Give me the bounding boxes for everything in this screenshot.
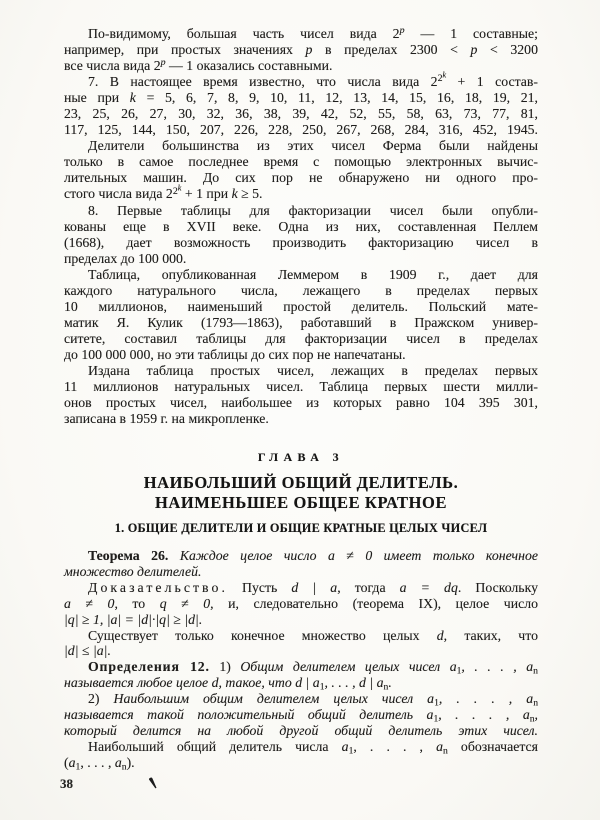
text-segment: , [534,707,538,723]
text-segment: 8. Первые таблицы для факторизации чисел были опубли- [88,202,538,218]
text-segment: 11 миллионов натуральных чисел. Таблица первых шести милли- [64,379,538,395]
text-line [64,612,538,628]
math-expr: a ≠ 0 [64,595,115,611]
text-line [64,379,538,395]
math-var-a: a [427,691,435,707]
text-segment: , . . . , [80,754,115,770]
math-expr: |d| ≤ |a|. [64,643,111,659]
text-line [64,395,538,411]
text-line [64,363,538,379]
text-line [64,154,538,170]
subscript-1: 1 [456,665,462,677]
math-var-p: p [470,42,478,58]
subscript-1: 1 [75,761,81,773]
text-segment: матик Я. Кулик (1793—1863), работавший в Пражском универ- [64,314,538,330]
superscript-p: p [399,25,405,37]
math-var-p: p [305,42,313,58]
math-var-a: a [526,691,534,707]
text-segment: кованы еще в XVII веке. Одна из них, составленная Пеллем [64,218,538,234]
text-segment: пределах до 100 000. [64,250,187,266]
text-line [64,628,538,644]
text-segment: Наибольшим общим делителем целых чисел [113,691,428,707]
text-line [64,315,538,331]
text-segment: , . . . , [324,675,360,691]
chapter-title-line-2: НАИМЕНЬШЕЕ ОБЩЕЕ КРАТНОЕ [154,493,448,512]
text-segment: . Поскольку [457,579,539,595]
text-segment: Существует только конечное множество целых [88,627,437,643]
text-line [64,235,538,251]
text-line [64,643,538,659]
text-segment: все числа вида 2 [64,58,161,74]
math-expr: q ≠ 0 [159,595,211,611]
text-segment: , и, следовательно (теорема IX), целое число [210,595,538,611]
text-segment: записана в 1959 г. на микропленке. [64,411,269,427]
superscript-k: k [442,70,447,80]
text-line [64,564,538,580]
chapter-heading-block [64,450,538,535]
text-segment: Наибольший общий делитель числа [88,738,342,754]
page-number: 38 [60,776,73,791]
text-line [64,299,538,315]
subscript-n: n [533,665,538,677]
text-segment: 2 [437,73,443,85]
chapter-title-line-1: НАИБОЛЬШИЙ ОБЩИЙ ДЕЛИТЕЛЬ. [143,473,459,492]
math-expr: d | a [359,675,384,691]
theorem-block [64,548,538,771]
text-segment: , . . . , [353,738,437,754]
text-segment: Пусть [227,579,292,595]
math-expr: a = dq [399,579,458,595]
text-segment: 7. В настоящее время известно, что числа вида 2 [88,74,438,90]
text-segment: 10 миллионов, наименьший простой делитель. Польский мате- [64,298,538,314]
text-segment: стого числа вида 2 [64,186,173,202]
text-line [64,58,538,74]
text-segment: до 100 000 000, но эти таблицы до сих пор не напечатаны. [64,346,406,362]
text-line [64,707,538,723]
subscript-n: n [443,745,448,757]
math-var-a: a [426,707,434,723]
text-line [64,596,538,612]
text-segment: Делители большинства из этих чисел Ферма были найдены [88,138,538,154]
chapter-number: ГЛАВА 3 [257,450,345,464]
text-segment: в пределах 2300 < [312,42,471,58]
text-line [64,106,538,122]
text-segment: ные при [64,90,130,106]
text-segment: ( [64,754,69,770]
text-segment: называется такой положительный общий делитель [64,707,427,723]
text-line [64,755,538,771]
text-line [64,331,538,347]
pen-mark [148,777,157,789]
subscript-n: n [529,713,535,725]
text-line [64,42,538,58]
text-line [64,659,538,675]
text-segment: , . . . , [438,691,527,707]
text-line [64,251,538,267]
subscript-n: n [533,697,539,709]
theorem-label: Теорема 26. [88,548,169,563]
text-line [64,170,538,186]
text-line [64,548,538,564]
proof-label: Доказательство. [88,579,228,595]
text-segment: ). [126,754,135,770]
text-line [64,691,538,707]
math-var-a: a [526,659,534,675]
math-var-d: d [436,627,444,643]
superscript-k: k [177,182,182,192]
body-text-block [64,26,538,427]
text-segment: = 5, 6, 7, 8, 9, 10, 11, 12, 13, 14, 15, 16, 18, 19, 21, [135,90,539,106]
section-heading: 1. ОБЩИЕ ДЕЛИТЕЛИ И ОБЩИЕ КРАТНЫЕ ЦЕЛЫХ ЧИСЕЛ [114,521,488,535]
definitions-label: Определения 12. [88,659,210,675]
text-line [64,70,538,90]
math-var-a: a [449,659,457,675]
subscript-1: 1 [348,745,354,757]
text-segment: ≥ 5. [237,186,263,202]
text-segment: 23, 25, 26, 27, 30, 32, 36, 38, 39, 42, 52, 55, 58, 63, 73, 77, 81, [64,106,538,122]
text-line [64,219,538,235]
text-segment: По-видимому, большая часть чисел вида 2 [88,26,400,41]
text-segment: + 1 состав- [446,74,538,90]
text-segment: < 3200 [477,42,538,58]
text-segment: каждого натурального числа, лежащего в пределах первых [64,282,538,298]
text-segment: — 1 составные; [404,26,538,41]
text-segment: Издана таблица простых чисел, лежащих в пределах первых [88,362,538,378]
text-segment: 1) [209,659,241,675]
text-segment: . [388,675,392,691]
superscript-2k [437,70,447,85]
math-expr: |q| ≥ 1, |a| = |d|·|q| ≥ |d|. [64,611,203,627]
text-segment: Общим делителем целых чисел [240,659,450,675]
text-line [64,347,538,363]
text-segment: 2) [88,691,114,707]
text-segment: Таблица, опубликованная Леммером в 1909 г., дает для [88,266,538,282]
text-segment: — 1 оказались составными. [165,58,333,74]
text-segment: лительных машин. До сих пор не обнаружено ни одного про- [64,170,538,186]
text-line [64,580,538,596]
text-line [64,182,538,202]
text-segment: , таких, что [443,627,538,643]
subscript-n: n [383,681,389,693]
math-var-k: k [231,186,238,202]
superscript-p: p [160,57,166,69]
text-line [64,283,538,299]
subscript-n: n [121,761,127,773]
text-segment: онов простых чисел, наибольшее из которых равно 104 395 301, [64,395,538,411]
text-segment: (1668), дает возможность производить факторизацию чисел в [64,234,538,250]
text-line [64,675,538,691]
math-var-a: a [522,707,530,723]
text-line [64,138,538,154]
math-var-a: a [436,738,443,754]
text-segment: множество делителей. [64,563,202,579]
math-var-k: k [129,90,136,106]
text-segment: 2 [172,185,178,197]
text-line [64,26,538,42]
text-segment: ситете, составил таблицы для факторизации чисел в пределах [64,330,538,346]
text-line [64,122,538,138]
text-segment: , то [114,595,160,611]
text-line [64,411,538,427]
math-var-a: a [341,738,349,754]
text-segment: который делится на любой другой общий делитель этих чисел. [64,722,538,738]
text-line [64,90,538,106]
text-segment: например, при простых значениях [64,42,306,58]
text-line [64,267,538,283]
math-var-a: a [68,754,76,770]
text-segment: обозначается [447,738,538,754]
text-segment: Каждое целое число a ≠ 0 имеет только конечное [168,548,538,563]
text-line [64,723,538,739]
subscript-1: 1 [319,681,325,693]
text-segment: , . . . , [438,707,523,723]
subscript-1: 1 [434,697,439,709]
text-line [64,203,538,219]
text-line [64,739,538,755]
subscript-1: 1 [433,713,439,725]
text-segment: 117, 125, 144, 150, 207, 226, 228, 250, 267, 268, 284, 316, 452, 1945. [64,122,538,138]
math-var-a: a [114,754,122,770]
text-segment: только в самое последнее время с помощью электронных вычис- [64,154,538,170]
math-expr: d | a [291,579,338,595]
text-segment: , . . . , [461,659,527,675]
text-segment: называется любое целое d, такое, что d | a [64,675,320,691]
text-segment: + 1 при [181,186,232,202]
text-segment: , тогда [337,579,400,595]
